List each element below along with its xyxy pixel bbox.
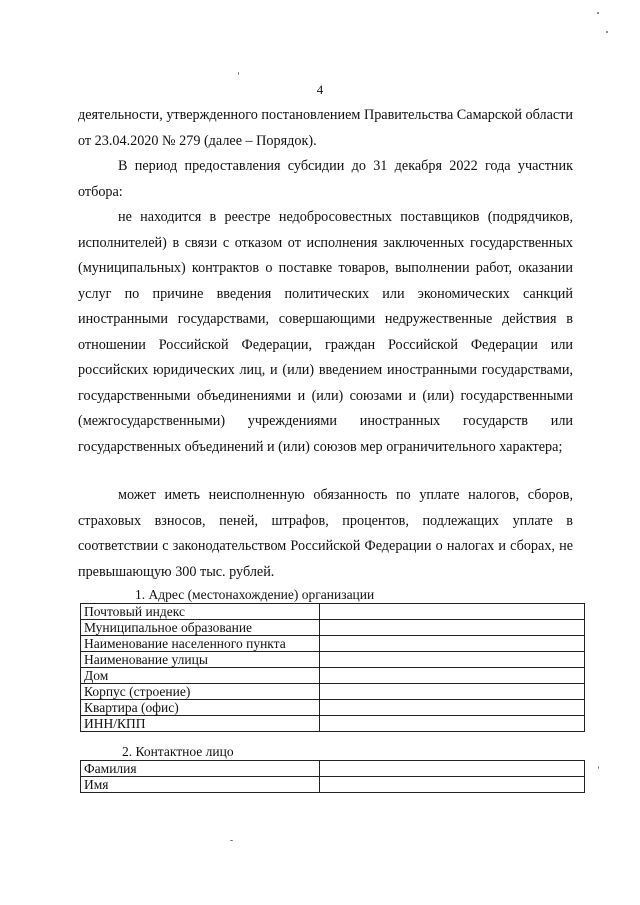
- row-label-building: Корпус (строение): [81, 684, 320, 700]
- table-row: [81, 700, 585, 716]
- contact-table-caption: 2. Контактное лицо: [122, 744, 234, 759]
- table-row: [81, 684, 585, 700]
- scan-speck: [230, 840, 233, 841]
- paragraph-subsidy-period: В период предоставления субсидии до 31 декабря 2022 года участник отбора:: [78, 158, 573, 200]
- postal-code-field[interactable]: [320, 604, 585, 620]
- scan-speck: [606, 31, 608, 33]
- scan-speck: [598, 766, 599, 769]
- row-label-postal-code: Почтовый индекс: [81, 604, 320, 620]
- address-table: [80, 603, 585, 732]
- table-row: [81, 761, 585, 777]
- table-row: [81, 668, 585, 684]
- row-label-apartment: Квартира (офис): [81, 700, 320, 716]
- scan-speck: [238, 72, 239, 75]
- page-number: 4: [316, 82, 324, 97]
- table-row: [81, 620, 585, 636]
- first-name-field[interactable]: [320, 777, 585, 793]
- row-label-inn-kpp: ИНН/КПП: [81, 716, 320, 732]
- settlement-field[interactable]: [320, 636, 585, 652]
- table-row: [81, 604, 585, 620]
- contact-table: [80, 760, 585, 793]
- row-label-last-name: Фамилия: [81, 761, 320, 777]
- row-label-house: Дом: [81, 668, 320, 684]
- street-field[interactable]: [320, 652, 585, 668]
- municipality-field[interactable]: [320, 620, 585, 636]
- apartment-field[interactable]: [320, 700, 585, 716]
- scan-speck: [597, 12, 599, 14]
- last-name-field[interactable]: [320, 761, 585, 777]
- row-label-street: Наименование улицы: [81, 652, 320, 668]
- table-row: [81, 636, 585, 652]
- paragraph-not-in-registry: не находится в реестре недобросовестных поставщиков (подрядчиков, исполнителей) в связи с отказом от исполнения заключенных государственных (муниципальных) контрактов о поставке товаров, выполнении работ, оказании услуг по причине введения политических или экономических санкций иностранными государствами, совершающими недружественные действия в отношении Российской Федерации, граждан Российской Федерации или российских юридических лиц, и (или) введением иностранными государствами, государственными объединениями и (или) союзами и (или) государственными (межгосударственными) учреждениями иностранных государств или государственных объединений и (или) союзов мер ограничительного характера;: [78, 209, 573, 455]
- table-row: [81, 652, 585, 668]
- building-field[interactable]: [320, 684, 585, 700]
- house-field[interactable]: [320, 668, 585, 684]
- address-table-caption: 1. Адрес (местонахождение) организации: [135, 587, 375, 602]
- table-row: [81, 716, 585, 732]
- row-label-municipality: Муниципальное образование: [81, 620, 320, 636]
- row-label-first-name: Имя: [81, 777, 320, 793]
- paragraph-tax-obligation: может иметь неисполненную обязанность по уплате налогов, сборов, страховых взносов, пеней, штрафов, процентов, подлежащих уплате в соответствии с законодательством Российской Федерации о налогах и сборах, не превышающую 300 тыс. рублей.: [78, 487, 573, 580]
- inn-kpp-field[interactable]: [320, 716, 585, 732]
- table-row: [81, 777, 585, 793]
- row-label-settlement: Наименование населенного пункта: [81, 636, 320, 652]
- paragraph-continuation: деятельности, утвержденного постановлением Правительства Самарской области от 23.04.2020 № 279 (далее – Порядок).: [78, 107, 573, 149]
